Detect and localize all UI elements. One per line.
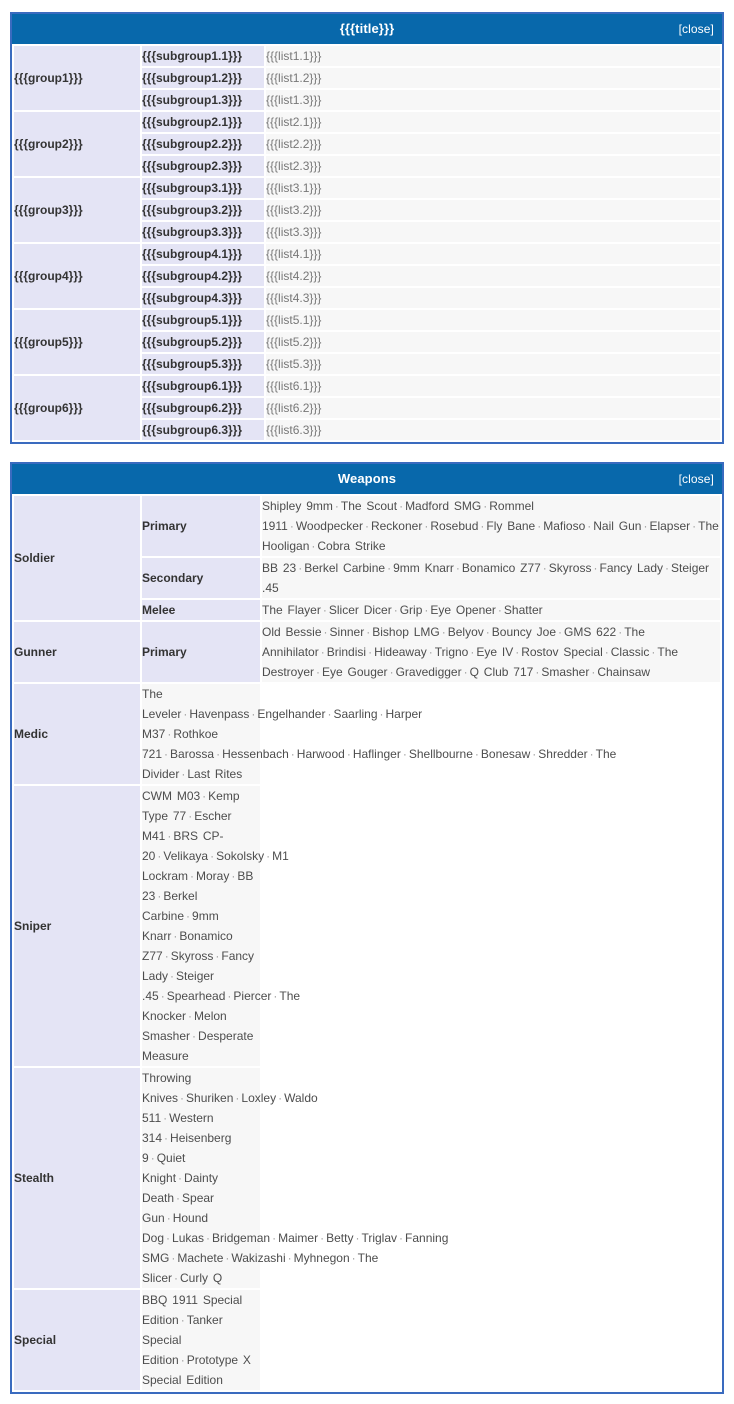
list-item[interactable]: Rothkoe 721 <box>142 727 219 761</box>
group-label: {{{group4}}} <box>14 244 140 308</box>
item-separator: · <box>215 949 220 963</box>
item-separator: · <box>163 1111 168 1125</box>
subgroup-label: {{{subgroup5.1}}} <box>142 310 264 330</box>
item-separator: · <box>327 707 332 721</box>
list-item[interactable]: Q Club 717 <box>469 665 534 679</box>
list-item[interactable]: Curly Q <box>180 1271 223 1285</box>
list-item[interactable]: Havenpass <box>189 707 250 721</box>
item-separator: · <box>298 561 303 575</box>
item-separator: · <box>387 561 392 575</box>
item-separator: · <box>192 1029 197 1043</box>
item-separator: · <box>441 625 446 639</box>
subgroup-label: {{{subgroup6.2}}} <box>142 398 264 418</box>
list-item[interactable]: Hideaway <box>374 645 427 659</box>
item-separator: · <box>183 707 188 721</box>
item-separator: · <box>470 645 475 659</box>
group-label: {{{group6}}} <box>14 376 140 440</box>
list-item[interactable]: Desperate Measure <box>142 1029 254 1063</box>
list-item[interactable]: 9mm Knarr <box>393 561 454 575</box>
group-label: Sniper <box>14 786 140 1066</box>
list-cell: {{{list4.2}}} <box>266 266 720 286</box>
item-separator: · <box>180 1091 185 1105</box>
navbox-row <box>14 310 720 330</box>
navbox-grid <box>12 494 722 1392</box>
list-cell <box>142 1290 260 1390</box>
group-label: Medic <box>14 684 140 784</box>
item-separator: · <box>368 645 373 659</box>
item-separator: · <box>227 989 232 1003</box>
item-separator: · <box>166 1231 171 1245</box>
list-item[interactable]: Skyross <box>170 949 214 963</box>
list-item[interactable]: Slicer Dicer <box>328 603 392 617</box>
list-cell <box>142 684 617 784</box>
navbox-row <box>14 786 720 1066</box>
item-separator: · <box>180 1313 185 1327</box>
item-separator: · <box>186 909 191 923</box>
item-separator: · <box>180 1353 185 1367</box>
list-item[interactable]: Fanning SMG <box>142 1231 449 1265</box>
item-separator: · <box>364 519 369 533</box>
list-item[interactable]: Shatter <box>503 603 543 617</box>
item-separator: · <box>322 603 327 617</box>
list-item[interactable]: The Scout <box>340 499 398 513</box>
item-separator: · <box>485 625 490 639</box>
list-item[interactable]: Dainty Death <box>142 1171 219 1205</box>
list-item[interactable]: The Divider <box>142 747 617 781</box>
subgroup-label: {{{subgroup4.1}}} <box>142 244 264 264</box>
item-separator: · <box>593 561 598 575</box>
navbox-row <box>14 684 720 784</box>
item-separator: · <box>170 969 175 983</box>
item-separator: · <box>497 603 502 617</box>
item-separator: · <box>173 929 178 943</box>
list-cell: {{{list2.2}}} <box>266 134 720 154</box>
subgroup-label: {{{subgroup1.1}}} <box>142 46 264 66</box>
item-separator: · <box>455 561 460 575</box>
list-cell: {{{list5.2}}} <box>266 332 720 352</box>
navbox-row <box>14 46 720 66</box>
item-separator: · <box>272 1231 277 1245</box>
navbox-row <box>14 496 720 556</box>
subgroup-label: {{{subgroup3.3}}} <box>142 222 264 242</box>
list-item[interactable]: Piercer <box>233 989 272 1003</box>
item-separator: · <box>290 747 295 761</box>
list-item[interactable]: Bonamico Z77 <box>461 561 541 575</box>
list-item[interactable]: Velikaya <box>163 849 209 863</box>
list-item[interactable]: Kemp Type 77 <box>142 789 240 823</box>
list-item[interactable]: Smasher <box>541 665 590 679</box>
list-cell: {{{list2.1}}} <box>266 112 720 132</box>
list-cell: {{{list1.3}}} <box>266 90 720 110</box>
list-item[interactable]: The Destroyer <box>262 645 679 679</box>
list-item[interactable]: Trigno <box>434 645 469 659</box>
list-item[interactable]: M1 Lockram <box>142 849 289 883</box>
item-separator: · <box>618 625 623 639</box>
item-separator: · <box>210 849 215 863</box>
list-item[interactable]: Escher M41 <box>142 809 232 843</box>
list-item[interactable]: Moray <box>196 869 230 883</box>
list-item[interactable]: BB 23 <box>142 869 254 903</box>
list-cell <box>262 600 720 620</box>
list-item[interactable]: Classic <box>610 645 650 659</box>
item-separator: · <box>289 519 294 533</box>
list-item[interactable]: Chainsaw <box>597 665 651 679</box>
list-item[interactable]: Rostov Special <box>521 645 603 659</box>
list-cell: {{{list4.3}}} <box>266 288 720 308</box>
list-item[interactable]: Waldo 511 <box>142 1091 318 1125</box>
group-label: {{{group2}}} <box>14 112 140 176</box>
list-item[interactable]: Harwood <box>296 747 345 761</box>
subgroup-label: Primary <box>142 622 260 682</box>
item-separator: · <box>287 1251 292 1265</box>
list-cell <box>262 496 720 556</box>
navbox-row <box>14 244 720 264</box>
list-item[interactable]: Shredder <box>538 747 588 761</box>
list-item[interactable]: Fancy Lady <box>142 949 255 983</box>
item-separator: · <box>587 519 592 533</box>
list-item[interactable]: Shipley 9mm <box>262 499 333 513</box>
item-separator: · <box>589 747 594 761</box>
list-item[interactable]: Eye Opener <box>430 603 496 617</box>
list-cell: {{{list2.3}}} <box>266 156 720 176</box>
item-separator: · <box>428 645 433 659</box>
list-cell <box>262 622 720 682</box>
list-cell <box>142 1068 449 1288</box>
list-item[interactable]: The Slicer <box>142 1251 379 1285</box>
item-separator: · <box>483 499 488 513</box>
list-item[interactable]: Fly Bane <box>486 519 536 533</box>
list-item[interactable]: The Hooligan <box>262 519 719 553</box>
list-cell: {{{list6.1}}} <box>266 376 720 396</box>
list-item[interactable]: Last Rites <box>187 767 243 781</box>
list-item[interactable]: Gravedigger <box>395 665 462 679</box>
list-cell: {{{list3.1}}} <box>266 178 720 198</box>
item-separator: · <box>320 645 325 659</box>
list-item[interactable]: Elapser <box>649 519 691 533</box>
item-separator: · <box>366 625 371 639</box>
list-item[interactable]: BRS CP-20 <box>142 829 224 863</box>
item-separator: · <box>206 1231 211 1245</box>
subgroup-label: {{{subgroup4.3}}} <box>142 288 264 308</box>
list-item[interactable]: Berkel Carbine <box>142 889 198 923</box>
list-item[interactable]: Shellbourne <box>408 747 473 761</box>
list-item[interactable]: Reckoner <box>370 519 423 533</box>
item-separator: · <box>266 849 271 863</box>
group-label: Gunner <box>14 622 140 682</box>
subgroup-label: Primary <box>142 496 260 556</box>
navbox-row <box>14 112 720 132</box>
list-item[interactable]: Skyross <box>548 561 592 575</box>
navbox-title-text: Weapons <box>337 471 397 486</box>
subgroup-label: {{{subgroup4.2}}} <box>142 266 264 286</box>
list-item[interactable]: Sokolsky <box>216 849 265 863</box>
item-separator: · <box>190 869 195 883</box>
list-item[interactable]: Maimer <box>278 1231 319 1245</box>
list-item[interactable]: Steiger .45 <box>262 561 710 595</box>
item-separator: · <box>157 889 162 903</box>
list-item[interactable]: The Annihilator <box>262 625 645 659</box>
list-item[interactable]: Saarling <box>333 707 378 721</box>
item-separator: · <box>316 665 321 679</box>
list-item[interactable]: Barossa <box>170 747 215 761</box>
item-separator: · <box>651 645 656 659</box>
list-item[interactable]: Eye Gouger <box>322 665 388 679</box>
subgroup-label: {{{subgroup6.1}}} <box>142 376 264 396</box>
item-separator: · <box>160 989 165 1003</box>
item-separator: · <box>463 665 468 679</box>
list-item[interactable]: Myhnegon <box>293 1251 350 1265</box>
list-cell: {{{list1.2}}} <box>266 68 720 88</box>
list-item[interactable]: BB 23 <box>262 561 297 575</box>
item-separator: · <box>379 707 384 721</box>
item-separator: · <box>251 707 256 721</box>
item-separator: · <box>389 665 394 679</box>
item-separator: · <box>188 809 193 823</box>
list-item[interactable]: 9mm Knarr <box>142 909 219 943</box>
item-separator: · <box>164 747 169 761</box>
close-link[interactable]: [close] <box>678 22 714 36</box>
list-item[interactable]: Fancy Lady <box>599 561 664 575</box>
navbox-row <box>14 622 720 682</box>
list-cell: {{{list4.1}}} <box>266 244 720 264</box>
group-label: {{{group3}}} <box>14 178 140 242</box>
item-separator: · <box>202 789 207 803</box>
list-cell: {{{list6.2}}} <box>266 398 720 418</box>
navbox-row <box>14 178 720 198</box>
item-separator: · <box>346 747 351 761</box>
item-separator: · <box>591 665 596 679</box>
list-cell: {{{list5.1}}} <box>266 310 720 330</box>
list-cell <box>142 786 301 1066</box>
item-separator: · <box>480 519 485 533</box>
navbox-grid <box>12 44 722 442</box>
subgroup-label: {{{subgroup3.2}}} <box>142 200 264 220</box>
subgroup-label: {{{subgroup2.2}}} <box>142 134 264 154</box>
subgroup-label: {{{subgroup5.3}}} <box>142 354 264 374</box>
list-item[interactable]: Shuriken <box>186 1091 234 1105</box>
list-item[interactable]: Engelhander <box>257 707 326 721</box>
item-separator: · <box>178 1171 183 1185</box>
item-separator: · <box>351 1251 356 1265</box>
item-separator: · <box>188 1009 193 1023</box>
close-link[interactable]: [close] <box>678 472 714 486</box>
item-separator: · <box>171 1251 176 1265</box>
list-item[interactable]: The Knocker <box>142 989 301 1023</box>
list-item[interactable]: Steiger .45 <box>142 969 215 1003</box>
item-separator: · <box>515 645 520 659</box>
item-separator: · <box>542 561 547 575</box>
subgroup-label: {{{subgroup2.1}}} <box>142 112 264 132</box>
list-item[interactable]: Cobra Strike <box>317 539 386 553</box>
list-item[interactable]: BBQ 1911 Special Edition <box>142 1293 243 1327</box>
item-separator: · <box>604 645 609 659</box>
list-cell: {{{list1.1}}} <box>266 46 720 66</box>
subgroup-label: {{{subgroup1.3}}} <box>142 90 264 110</box>
navbox-title-bar <box>12 14 722 44</box>
subgroup-label: {{{subgroup1.2}}} <box>142 68 264 88</box>
item-separator: · <box>320 1231 325 1245</box>
list-item[interactable]: The Leveler <box>142 687 182 721</box>
list-item[interactable]: Haflinger <box>352 747 401 761</box>
item-separator: · <box>150 1151 155 1165</box>
list-item[interactable]: Bonamico Z77 <box>142 929 233 963</box>
item-separator: · <box>402 747 407 761</box>
item-separator: · <box>535 665 540 679</box>
item-separator: · <box>643 519 648 533</box>
subgroup-label: {{{subgroup3.1}}} <box>142 178 264 198</box>
navbox-row <box>14 376 720 396</box>
item-separator: · <box>537 519 542 533</box>
list-item[interactable]: Bishop LMG <box>372 625 440 639</box>
item-separator: · <box>167 829 172 843</box>
item-separator: · <box>424 519 429 533</box>
list-item[interactable]: Madford SMG <box>405 499 482 513</box>
list-item[interactable]: Bouncy Joe <box>491 625 556 639</box>
item-separator: · <box>665 561 670 575</box>
list-item[interactable]: Quiet Knight <box>142 1151 186 1185</box>
list-item[interactable]: Throwing Knives <box>142 1071 192 1105</box>
item-separator: · <box>181 767 186 781</box>
item-separator: · <box>474 747 479 761</box>
item-separator: · <box>164 949 169 963</box>
item-separator: · <box>225 1251 230 1265</box>
list-item[interactable]: Bridgeman <box>212 1231 271 1245</box>
item-separator: · <box>235 1091 240 1105</box>
list-item[interactable]: Old Bessie <box>262 625 322 639</box>
group-label: {{{group5}}} <box>14 310 140 374</box>
item-separator: · <box>278 1091 283 1105</box>
list-item[interactable]: Eye IV <box>476 645 514 659</box>
item-separator: · <box>532 747 537 761</box>
navbox-row <box>14 1068 720 1288</box>
list-cell <box>262 558 720 598</box>
list-item[interactable]: Hessenbach <box>222 747 289 761</box>
list-item[interactable]: Grip <box>399 603 423 617</box>
item-separator: · <box>334 499 339 513</box>
item-separator: · <box>311 539 316 553</box>
list-item[interactable]: Sinner <box>329 625 365 639</box>
subgroup-label: Secondary <box>142 558 260 598</box>
navbox <box>10 12 724 444</box>
list-item[interactable]: Belyov <box>447 625 484 639</box>
list-item[interactable]: Woodpecker <box>295 519 363 533</box>
group-label: {{{group1}}} <box>14 46 140 110</box>
item-separator: · <box>692 519 697 533</box>
item-separator: · <box>164 1131 169 1145</box>
item-separator: · <box>157 849 162 863</box>
list-item[interactable]: Rosebud <box>430 519 479 533</box>
list-item[interactable]: Machete <box>177 1251 224 1265</box>
list-item[interactable]: Heisenberg 9 <box>142 1131 232 1165</box>
list-item[interactable]: The Flayer <box>262 603 321 617</box>
navbox-title-bar <box>12 464 722 494</box>
subgroup-label: Melee <box>142 600 260 620</box>
list-item[interactable]: Melon Smasher <box>142 1009 227 1043</box>
list-item[interactable]: Spearhead <box>166 989 226 1003</box>
list-cell: {{{list3.3}}} <box>266 222 720 242</box>
list-item[interactable]: Lukas <box>172 1231 205 1245</box>
subgroup-label: {{{subgroup5.2}}} <box>142 332 264 352</box>
group-label: Soldier <box>14 496 140 620</box>
list-item[interactable]: CWM M03 <box>142 789 201 803</box>
list-item[interactable]: Wakizashi <box>231 1251 286 1265</box>
list-item[interactable]: Betty <box>326 1231 354 1245</box>
list-item[interactable]: Nail Gun <box>593 519 642 533</box>
item-separator: · <box>231 869 236 883</box>
list-item[interactable]: Brindisi <box>326 645 367 659</box>
item-separator: · <box>174 1271 179 1285</box>
list-cell: {{{list5.3}}} <box>266 354 720 374</box>
navbox-row <box>14 1290 720 1390</box>
item-separator: · <box>399 1231 404 1245</box>
item-separator: · <box>167 727 172 741</box>
list-cell: {{{list3.2}}} <box>266 200 720 220</box>
item-separator: · <box>323 625 328 639</box>
subgroup-label: {{{subgroup2.3}}} <box>142 156 264 176</box>
list-item[interactable]: Mafioso <box>543 519 586 533</box>
navbox-title-text: {{{title}}} <box>339 21 395 36</box>
item-separator: · <box>558 625 562 639</box>
item-separator: · <box>166 1211 171 1225</box>
navbox <box>10 462 724 1394</box>
list-item[interactable]: Berkel Carbine <box>304 561 386 575</box>
list-item[interactable]: Rommel 1911 <box>262 499 534 533</box>
item-separator: · <box>393 603 398 617</box>
list-item[interactable]: Prototype X Special Edition <box>142 1353 251 1387</box>
item-separator: · <box>176 1191 181 1205</box>
list-item[interactable]: Bonesaw <box>480 747 531 761</box>
list-item[interactable]: Spear Gun <box>142 1191 215 1225</box>
list-item[interactable]: GMS 622 <box>564 625 617 639</box>
item-separator: · <box>216 747 221 761</box>
subgroup-label: {{{subgroup6.3}}} <box>142 420 264 440</box>
list-item[interactable]: Western 314 <box>142 1111 214 1145</box>
item-separator: · <box>273 989 278 1003</box>
list-item[interactable]: Triglav <box>361 1231 398 1245</box>
item-separator: · <box>424 603 429 617</box>
item-separator: · <box>355 1231 360 1245</box>
list-item[interactable]: Hound Dog <box>142 1211 209 1245</box>
group-label: Special <box>14 1290 140 1390</box>
list-cell: {{{list6.3}}} <box>266 420 720 440</box>
group-label: Stealth <box>14 1068 140 1288</box>
list-item[interactable]: Harper M37 <box>142 707 423 741</box>
item-separator: · <box>399 499 404 513</box>
list-item[interactable]: Tanker Special Edition <box>142 1313 223 1367</box>
navbox-container <box>10 12 724 1394</box>
list-item[interactable]: Loxley <box>241 1091 277 1105</box>
